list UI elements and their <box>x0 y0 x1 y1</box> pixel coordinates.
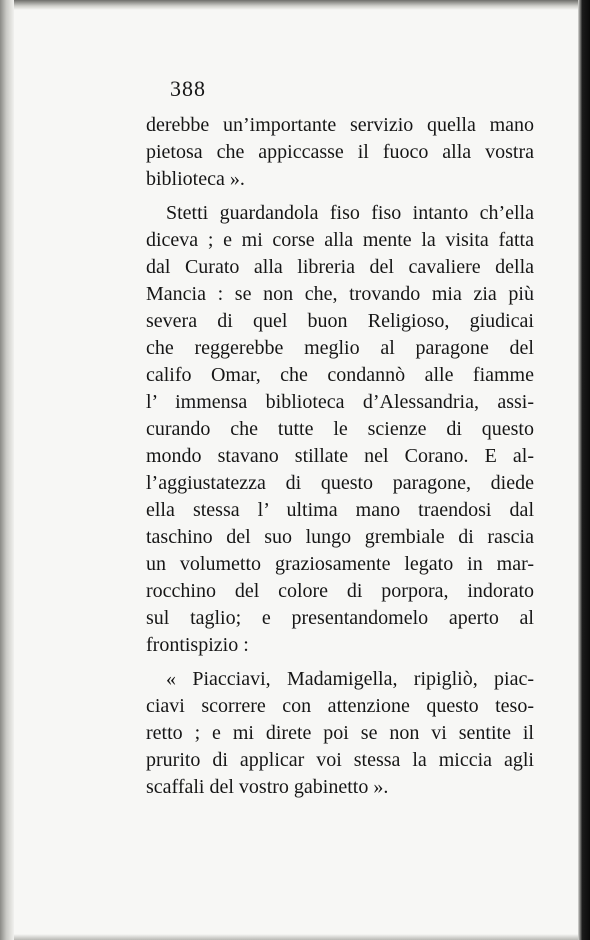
text-line: severa di quel buon Religioso, giudicai <box>146 310 534 332</box>
text-line: diceva ; e mi corse alla mente la visita fatta <box>146 229 534 251</box>
text-line: ella stessa l’ ultima mano traendosi dal <box>146 499 534 521</box>
text-line: frontispizio : <box>146 634 249 656</box>
text-line: Mancia : se non che, trovando mia zia più <box>146 283 534 305</box>
page-right-edge <box>578 0 590 940</box>
text-line: che reggerebbe meglio al paragone del <box>146 337 534 359</box>
text-line: prurito di applicar voi stessa la miccia agli <box>146 749 534 771</box>
body-text <box>146 112 534 801</box>
text-line: un volumetto graziosamente legato in mar- <box>146 553 534 575</box>
paragraph-first-line: Stetti guardandola fiso fiso intanto ch’ella <box>166 202 534 224</box>
text-line: dal Curato alla libreria del cavaliere della <box>146 256 534 278</box>
text-line: rocchino del colore di porpora, indorato <box>146 580 534 602</box>
text-line: biblioteca ». <box>146 168 245 190</box>
text-line: l’ immensa biblioteca d’Alessandria, assi- <box>146 391 534 413</box>
text-line: taschino del suo lungo grembiale di rascia <box>146 526 534 548</box>
binding-gutter <box>0 0 14 940</box>
text-line: califo Omar, che condannò alle fiamme <box>146 364 534 386</box>
text-line: pietosa che appiccasse il fuoco alla vostra <box>146 141 534 163</box>
text-line: derebbe un’importante servizio quella mano <box>146 114 534 136</box>
text-line: sul taglio; e presentandomelo aperto al <box>146 607 534 629</box>
text-line: mondo stavano stillate nel Corano. E al- <box>146 445 534 467</box>
page-number: 388 <box>170 76 206 101</box>
page-bottom-edge <box>14 934 578 940</box>
paragraph-first-line: « Piacciavi, Madamigella, ripigliò, piac- <box>166 668 534 690</box>
text-line: l’aggiustatezza di questo paragone, diede <box>146 472 534 494</box>
text-line: retto ; e mi direte poi se non vi sentite il <box>146 722 534 744</box>
text-line: ciavi scorrere con attenzione questo teso- <box>146 695 534 717</box>
page-top-edge <box>14 0 578 10</box>
text-line: curando che tutte le scienze di questo <box>146 418 534 440</box>
text-line: scaffali del vostro gabinetto ». <box>146 776 389 798</box>
